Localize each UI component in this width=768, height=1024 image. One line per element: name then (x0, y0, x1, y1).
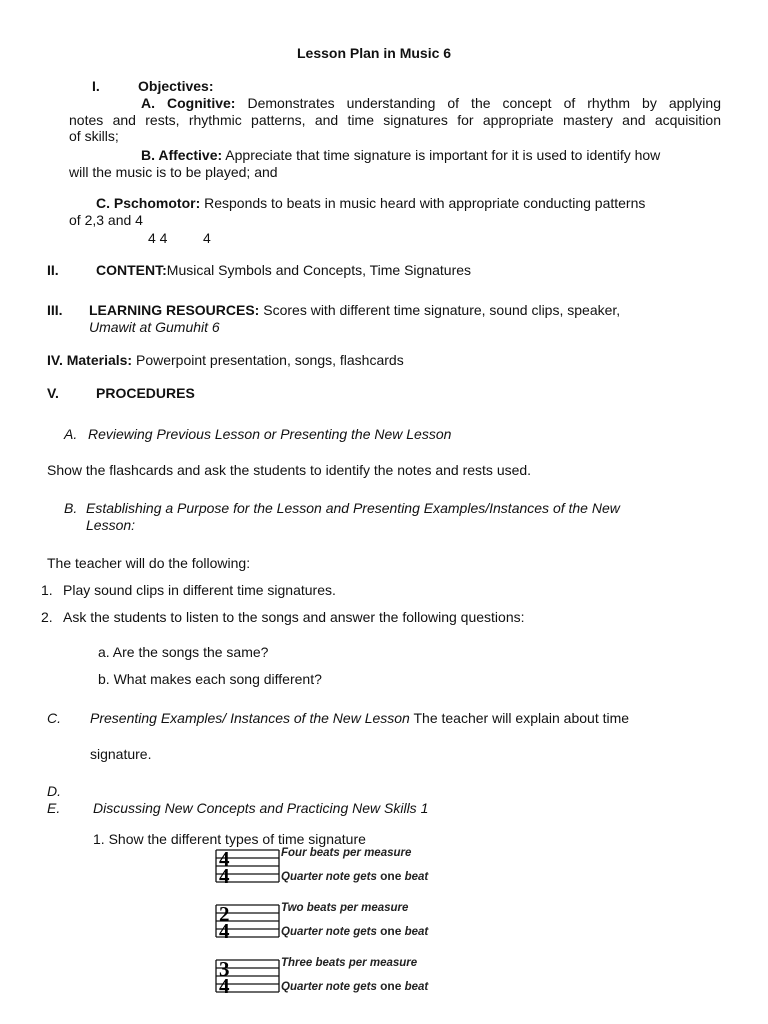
ts3-note-post: beat (404, 981, 429, 993)
procedure-e-letter: E. (47, 800, 61, 816)
ts1-note-bold: one (380, 869, 402, 883)
time-signature-four-four (215, 846, 475, 890)
ts3-note-pre: Quarter note gets (281, 981, 377, 993)
psychomotor-line1 (96, 195, 645, 212)
procedure-b-title-line2: Lesson: (86, 517, 136, 533)
ts3-note (281, 979, 428, 993)
ts1-top: 4 (219, 847, 230, 871)
procedure-b-question2: b. What makes each song different? (98, 671, 322, 687)
procedure-c-letter: C. (47, 710, 61, 726)
objectives-numeral: I. (92, 78, 100, 94)
content-line (96, 262, 471, 279)
procedures-heading: PROCEDURES (96, 385, 195, 401)
procedure-a-text: Show the flashcards and ask the students to identify the notes and rests used. (47, 462, 532, 478)
procedure-c-line (90, 710, 629, 727)
ts1-beats: Four beats per measure (281, 847, 412, 859)
ts3-beats: Three beats per measure (281, 957, 418, 969)
procedure-b-question1: a. Are the songs the same? (98, 644, 269, 660)
time-signature-three-four (215, 956, 475, 1000)
psychomotor-line3a: 4 4 (148, 230, 168, 246)
cognitive-text: Demonstrates understanding of the concept of rhythm by applying (247, 95, 721, 111)
procedure-b-letter: B. (64, 500, 78, 516)
ts1-note-pre: Quarter note gets (281, 871, 377, 883)
ts1-note (281, 869, 428, 883)
procedure-b-item2-num: 2. (41, 609, 53, 625)
cognitive-label: A. Cognitive: (141, 95, 236, 111)
ts3-top: 3 (219, 957, 230, 981)
procedure-b-item1-num: 1. (41, 582, 53, 598)
psychomotor-label: C. Pschomotor: (96, 195, 201, 211)
staff-four-four-icon (215, 846, 281, 890)
procedure-e-item1: 1. Show the different types of time signature (93, 831, 366, 847)
ts2-note-pre: Quarter note gets (281, 926, 377, 938)
procedure-a-title: Reviewing Previous Lesson or Presenting the New Lesson (88, 426, 452, 442)
ts2-note-bold: one (380, 924, 402, 938)
materials-line (47, 352, 404, 369)
content-label: CONTENT: (96, 262, 167, 278)
resources-numeral: III. (47, 302, 63, 318)
procedure-a-letter: A. (64, 426, 78, 442)
ts3-note-bold: one (380, 979, 402, 993)
materials-text: Powerpoint presentation, songs, flashcards (135, 352, 404, 368)
affective-line1 (141, 147, 660, 164)
cognitive-line2: notes and rests, rhythmic patterns, and time signatures for appropriate mastery and acquisition (69, 112, 721, 128)
page-title: Lesson Plan in Music 6 (297, 45, 452, 61)
staff-three-four-icon (215, 956, 281, 1000)
ts2-note-post: beat (404, 926, 429, 938)
cognitive-line1 (141, 95, 721, 112)
ts1-note-post: beat (404, 871, 429, 883)
content-numeral: II. (47, 262, 59, 278)
ts3-bottom: 4 (219, 974, 230, 998)
materials-label: IV. Materials: (47, 352, 133, 368)
psychomotor-text: Responds to beats in music heard with appropriate conducting patterns (204, 195, 646, 211)
ts2-beats: Two beats per measure (281, 902, 409, 914)
psychomotor-line2: of 2,3 and 4 (69, 212, 143, 228)
resources-label: LEARNING RESOURCES: (89, 302, 260, 318)
procedure-b-intro: The teacher will do the following: (47, 555, 251, 571)
procedure-c-title: Presenting Examples/ Instances of the New Lesson (90, 710, 410, 726)
procedure-b-title-line1: Establishing a Purpose for the Lesson and Presenting Examples/Instances of the New (86, 500, 620, 516)
cognitive-line3: of skills; (69, 128, 119, 144)
procedure-b-item2: Ask the students to listen to the songs and answer the following questions: (63, 609, 525, 625)
ts1-bottom: 4 (219, 864, 230, 888)
procedure-c-text: The teacher will explain about time (413, 710, 630, 726)
content-text: Musical Symbols and Concepts, Time Signatures (166, 262, 472, 278)
resources-book: Umawit at Gumuhit 6 (89, 319, 220, 335)
procedure-c-text2: signature. (90, 746, 152, 762)
ts2-top: 2 (219, 902, 230, 926)
staff-two-four-icon (215, 901, 281, 945)
ts2-bottom: 4 (219, 919, 230, 943)
ts2-note (281, 924, 428, 938)
resources-line (89, 302, 620, 319)
affective-line2: will the music is to be played; and (69, 164, 278, 180)
resources-text: Scores with different time signature, sound clips, speaker, (263, 302, 621, 318)
procedures-numeral: V. (47, 385, 59, 401)
procedure-d-letter: D. (47, 783, 61, 799)
affective-label: B. Affective: (141, 147, 223, 163)
time-signature-two-four (215, 901, 475, 945)
objectives-heading: Objectives: (138, 78, 214, 94)
procedure-b-item1: Play sound clips in different time signatures. (63, 582, 336, 598)
procedure-e-title: Discussing New Concepts and Practicing New Skills 1 (93, 800, 429, 816)
psychomotor-line3b: 4 (203, 230, 211, 246)
affective-text: Appreciate that time signature is important for it is used to identify how (225, 147, 661, 163)
